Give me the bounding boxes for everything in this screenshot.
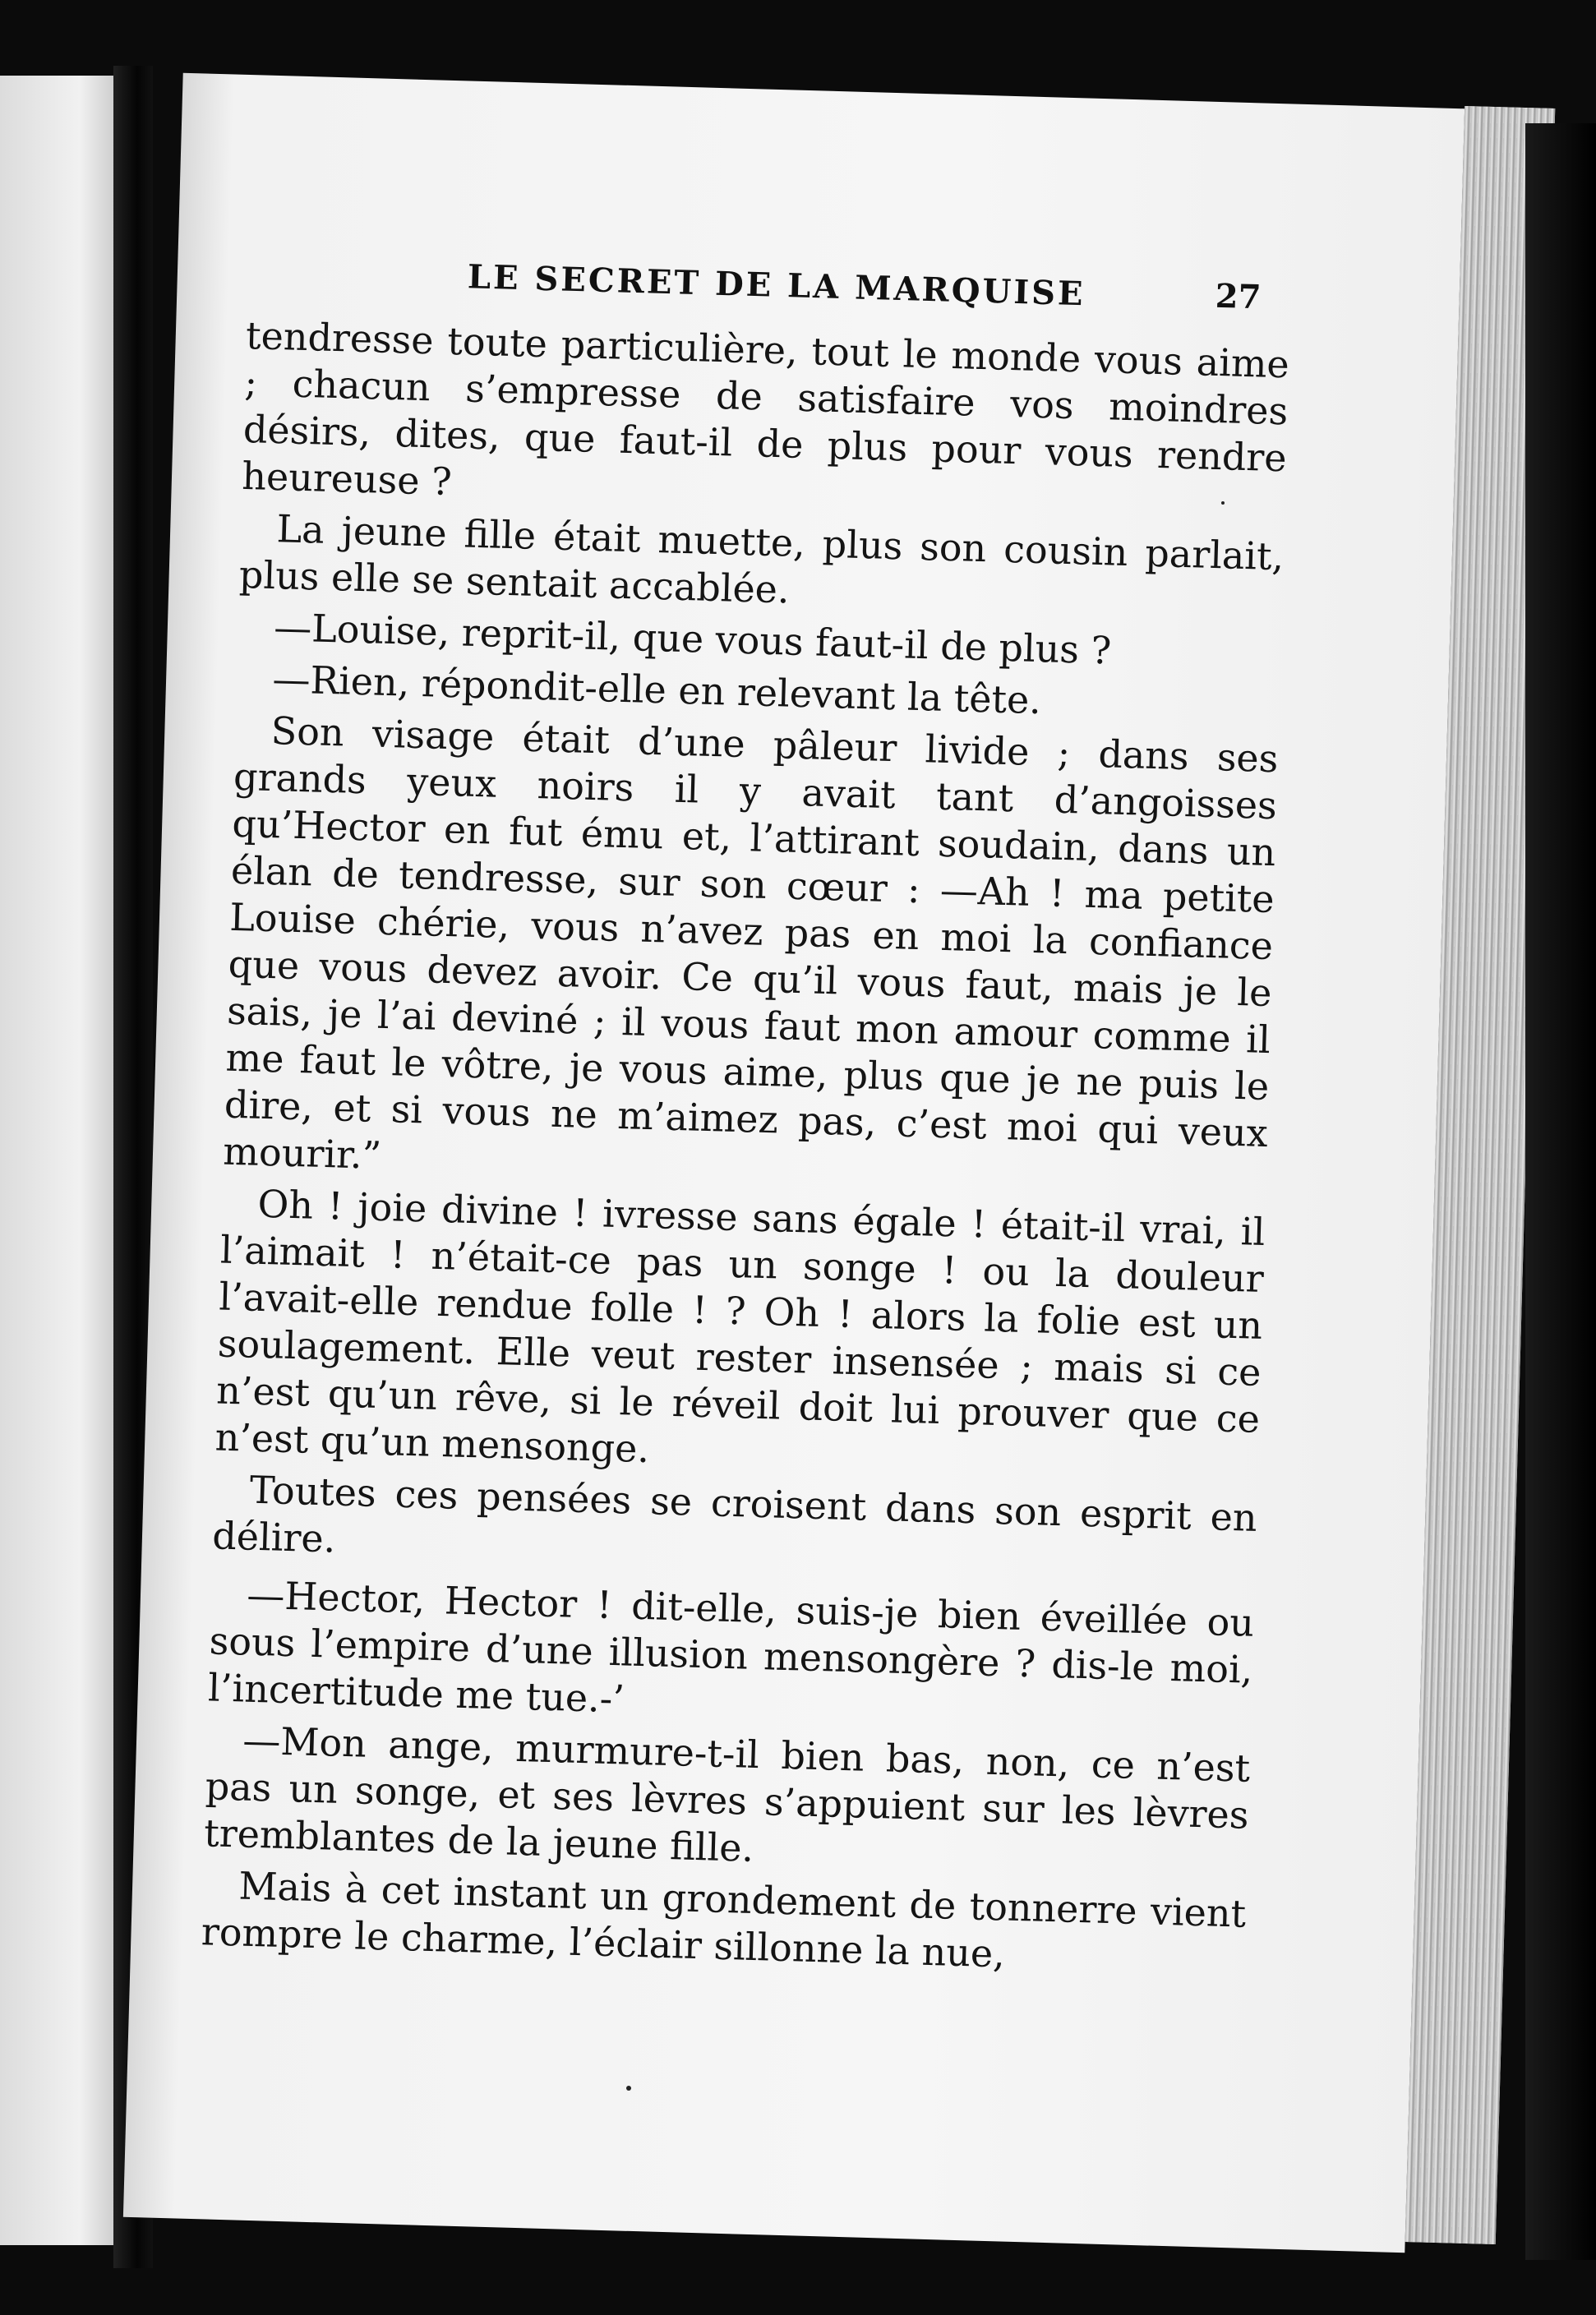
ink-speck [626,2086,631,2091]
paragraph: —Louise, reprit-il, que vous faut-il de plus ? [273,605,1112,673]
book-cover-edge [1525,123,1596,2260]
paragraph: tendresse toute particulière, tout le monde vous aime ; chacun s’empresse de satisfaire vos moindres désirs, dites, que faut-il de plus pour vous rendre heureuse ? [241,312,1290,505]
paragraph: Oh ! joie divine ! ivresse sans égale ! était-il vrai, il l’aimait ! n’était-ce pas un songe ! ou la douleur l’avait-elle rendue folle ! ? Oh ! alors la folie est un soulagement. Elle veut rester insensée ; mais si ce n’est qu’un rêve, si le réveil doit lui prouver que ce n’est qu’un mensonge. [214,1181,1266,1472]
paragraph: La jeune fille était muette, plus son cousin parlait, plus elle se sentait accablée. [238,506,1285,612]
paragraph: Mais à cet instant un grondement de tonnerre vient rompre le charme, l’éclair sillonne la nue, [201,1863,1247,1976]
paragraph: —Rien, répondit-elle en relevant la tête. [271,657,1042,723]
left-page-edge [0,76,113,2245]
ink-speck [1221,501,1225,505]
paragraph: Toutes ces pensées se croisent dans son esprit en délire. [211,1467,1258,1561]
paragraph: Son visage était d’une pâleur livide ; dans ses grands yeux noirs il y avait tant d’angoisses qu’Hector en fut ému et, l’attirant soudain, dans un élan de tendresse, sur son cœur : —Ah ! ma petite Louise chérie, vous n’avez pas en moi la confiance que vous devez avoir. Ce qu’il vous faut, mais je le sais, je l’ai deviné ; il vous faut mon amour comme il me faut le vôtre, je vous aime, plus que je ne puis le dire, et si vous ne m’aimez pas, c’est moi qui veux mourir.” [222,708,1280,1178]
page-number: 27 [1215,276,1262,317]
running-title: LE SECRET DE LA MARQUISE [467,257,1086,314]
paragraph: —Hector, Hector ! dit-elle, suis-je bien éveillée ou sous l’empire d’une illusion mensongère ? dis-le moi, l’incertitude me tue.-’ [207,1572,1255,1722]
body-text [201,312,1290,1990]
paragraph: —Mon ange, murmure-t-il bien bas, non, ce n’est pas un songe, et ses lèvres s’appuient sur les lèvres tremblantes de la jeune fille. [203,1718,1251,1870]
